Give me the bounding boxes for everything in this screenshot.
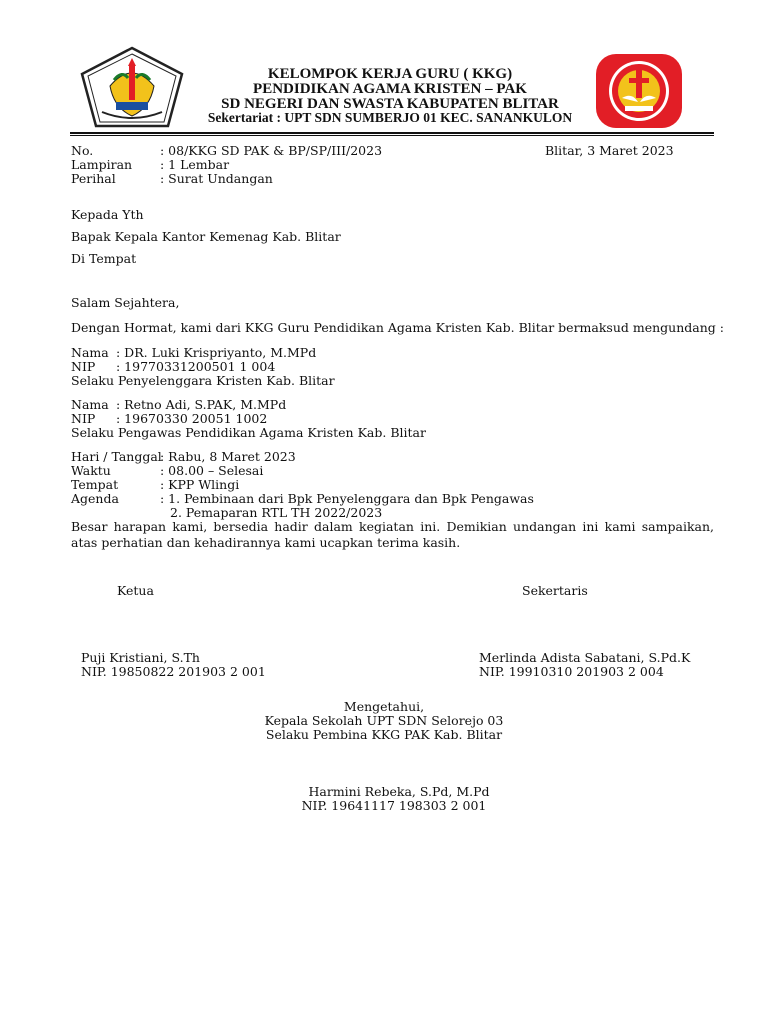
header-secretariat: Sekertariat : UPT SDN SUMBERJO 01 KEC. SANANKULON: [207, 110, 573, 125]
event-place-label: Tempat: [71, 477, 119, 492]
event-time-value: : 08.00 – Selesai: [160, 463, 264, 478]
sign-left-nip: NIP. 19850822 201903 2 001: [81, 664, 266, 679]
event-date-value: : Rabu, 8 Maret 2023: [160, 449, 296, 464]
recipient-line-2: Bapak Kepala Kantor Kemenag Kab. Blitar: [71, 229, 341, 244]
event-time-label: Waktu: [71, 463, 111, 478]
event-date-label: Hari / Tanggal: [71, 449, 162, 464]
sign-right-name: Merlinda Adista Sabatani, S.Pd.K: [479, 650, 691, 665]
invitee1-role: Selaku Penyelenggara Kristen Kab. Blitar: [71, 373, 335, 388]
invitee2-nip-value: : 19670330 20051 1002: [116, 411, 268, 426]
event-agenda-label: Agenda: [71, 491, 119, 506]
event-agenda-item-2: 2. Pemaparan RTL TH 2022/2023: [170, 505, 383, 520]
approval-line-3: Selaku Pembina KKG PAK Kab. Blitar: [265, 727, 503, 742]
blitar-regency-emblem: [80, 46, 184, 130]
meta-lampiran-label: Lampiran: [71, 157, 133, 172]
greeting: Salam Sejahtera,: [71, 295, 180, 310]
closing-paragraph: Besar harapan kami, bersedia hadir dalam kegiatan ini. Demikian undangan ini kami sampaikan, atas perhatian dan kehadirannya kami ucapkan terima kasih.: [71, 519, 714, 550]
invitee2-nip-label: NIP: [71, 411, 96, 426]
invitee2-name-value: : Retno Adi, S.PAK, M.MPd: [116, 397, 287, 412]
invitee1-name-label: Nama: [71, 345, 109, 360]
invitee2-role: Selaku Pengawas Pendidikan Agama Kristen Kab. Blitar: [71, 425, 426, 440]
invitee1-nip-label: NIP: [71, 359, 96, 374]
event-agenda-item-1: : 1. Pembinaan dari Bpk Penyelenggara dan Bpk Pengawas: [160, 491, 534, 506]
recipient-line-1: Kepada Yth: [71, 207, 144, 222]
approval-line-1: Mengetahui,: [343, 699, 425, 714]
meta-no-label: No.: [71, 143, 94, 158]
meta-no-value: : 08/KKG SD PAK & BP/SP/III/2023: [160, 143, 383, 158]
sign-left-name: Puji Kristiani, S.Th: [81, 650, 200, 665]
kkg-pak-logo: [592, 52, 686, 130]
approval-nip: NIP. 19641117 198303 2 001: [301, 798, 487, 813]
intro-text: Dengan Hormat, kami dari KKG Guru Pendidikan Agama Kristen Kab. Blitar bermaksud mengundang :: [71, 320, 724, 335]
sign-left-title: Ketua: [117, 583, 154, 598]
header-line-2: PENDIDIKAN AGAMA KRISTEN – PAK: [253, 81, 527, 97]
letter-date: Blitar, 3 Maret 2023: [545, 143, 674, 158]
meta-perihal-value: : Surat Undangan: [160, 171, 273, 186]
header-line-3: SD NEGERI DAN SWASTA KABUPATEN BLITAR: [221, 96, 559, 112]
approval-line-2: Kepala Sekolah UPT SDN Selorejo 03: [264, 713, 504, 728]
recipient-line-3: Di Tempat: [71, 251, 137, 266]
approval-name: Harmini Rebeka, S.Pd, M.Pd: [308, 784, 490, 799]
header-rule-thin: [70, 135, 714, 136]
meta-perihal-label: Perihal: [71, 171, 116, 186]
invitee1-name-value: : DR. Luki Krispriyanto, M.MPd: [116, 345, 317, 360]
invitee1-nip-value: : 19770331200501 1 004: [116, 359, 276, 374]
header-line-1: KELOMPOK KERJA GURU ( KKG): [267, 66, 513, 82]
header-rule: [70, 132, 714, 134]
invitee2-name-label: Nama: [71, 397, 109, 412]
meta-lampiran-value: : 1 Lembar: [160, 157, 230, 172]
sign-right-nip: NIP. 19910310 201903 2 004: [479, 664, 664, 679]
sign-right-title: Sekertaris: [522, 583, 588, 598]
event-place-value: : KPP Wlingi: [160, 477, 240, 492]
